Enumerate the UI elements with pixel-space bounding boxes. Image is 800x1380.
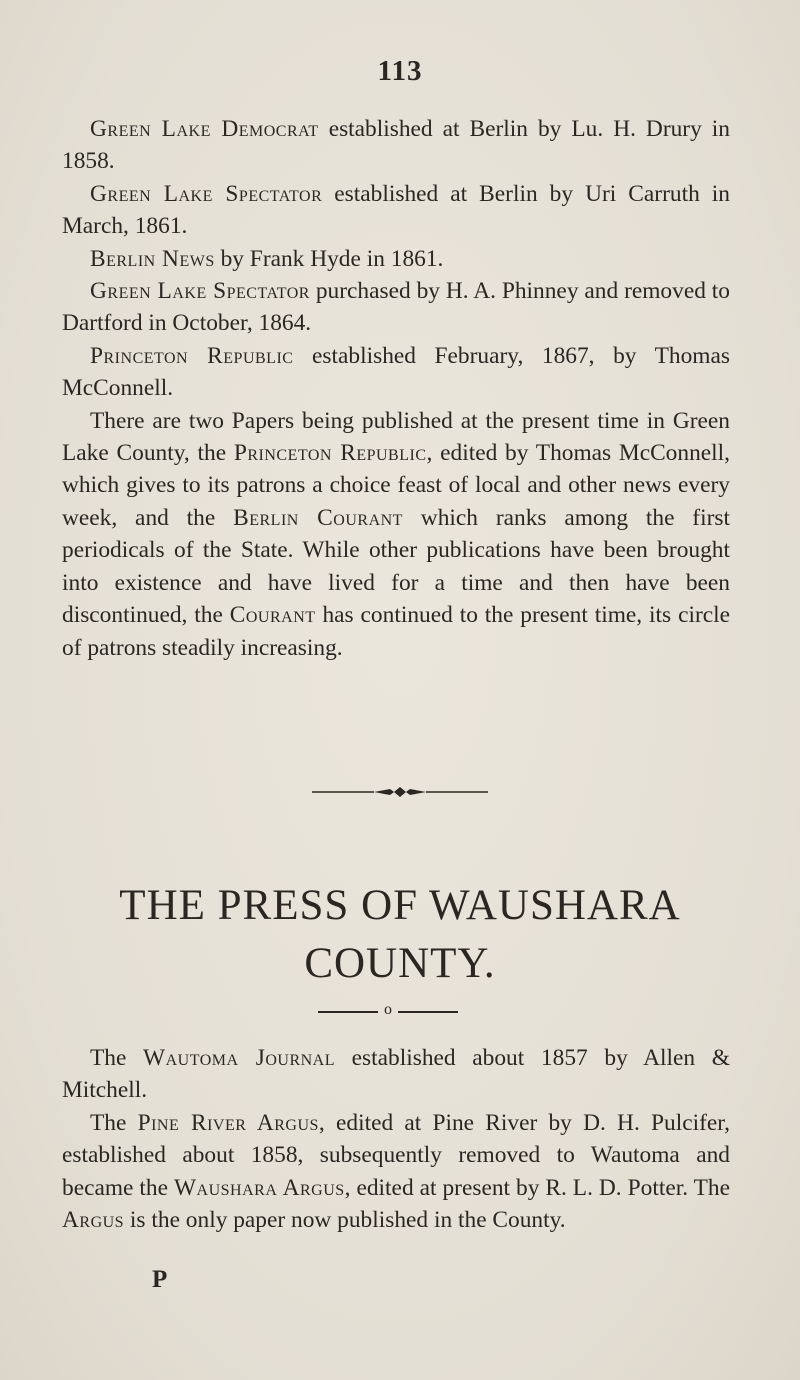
paragraph-text: , edited at Pine River by D. H. Pulcifer, established about 1858, subsequently removed to Wautoma and became the (62, 1109, 730, 1201)
paragraph-text: , edited by Thomas McConnell, which gives to its patrons a choice feast of local and other news every week, and the (62, 440, 730, 531)
paragraph-text: purchased by H. A. Phinney and removed to Dartford in October, 1864. (62, 278, 730, 337)
paper-name: Berlin Courant (233, 504, 403, 531)
paper-name: Princeton Republic (233, 440, 427, 467)
small-divider (318, 1000, 458, 1020)
paragraph-berlin-news (62, 243, 730, 275)
paragraph-text: The (90, 1109, 138, 1136)
paper-name: Berlin News (90, 245, 215, 272)
paragraph-green-lake-spectator-established (62, 178, 730, 243)
paragraph-wautoma-journal (62, 1042, 730, 1107)
paper-name: Pine River Argus (137, 1109, 319, 1136)
paragraph-text: established about 1857 by Allen & Mitchell. (62, 1045, 730, 1104)
ornamental-rule (312, 782, 488, 802)
paper-name: Argus (62, 1207, 125, 1234)
paper-name: Princeton Republic (90, 342, 294, 369)
paragraph-green-lake-spectator-purchased (62, 275, 730, 340)
divider-mark: o (384, 1001, 392, 1018)
signature-mark: P (152, 1266, 168, 1293)
paragraph-princeton-republic (62, 340, 730, 405)
paper-name: Green Lake Spectator (90, 278, 310, 305)
paper-name: Wautoma Journal (143, 1045, 335, 1071)
paragraph-pine-river-argus (62, 1107, 730, 1237)
paper-name: Green Lake Democrat (90, 116, 319, 142)
green-lake-press-section (62, 113, 730, 664)
divider-line (398, 1011, 458, 1013)
paragraph-text: established at Berlin by Lu. H. Drury in 1858. (62, 116, 730, 175)
page-number: 113 (377, 55, 423, 87)
waushara-press-section (62, 1042, 730, 1236)
paragraph-text: established at Berlin by Uri Carruth in March, 1861. (62, 180, 730, 240)
heading-line: COUNTY. (304, 940, 496, 987)
paragraph-green-lake-democrat (62, 113, 730, 178)
paragraph-text: which ranks among the first periodicals of the State. While other publications have been brought into existence and have lived for a time and then have been discontinued, the (62, 504, 730, 629)
paragraph-text: There are two Papers being published at the present time in Green Lake County, the (62, 407, 730, 467)
divider-line (318, 1011, 378, 1013)
paper-name: Waushara Argus (173, 1174, 345, 1201)
paragraph-text: by Frank Hyde in 1861. (214, 245, 444, 272)
paragraph-text: is the only paper now published in the County. (124, 1207, 566, 1234)
paragraph-text: established February, 1867, by Thomas McConnell. (62, 342, 730, 402)
paragraph-text: has continued to the present time, its circle of patrons steadily increasing. (62, 602, 731, 661)
heading-line: THE PRESS OF WAUSHARA (119, 882, 681, 929)
paper-name: Green Lake Spectator (90, 180, 323, 207)
paragraph-current-papers (62, 405, 730, 664)
paper-name: Courant (229, 602, 316, 629)
section-heading (0, 877, 800, 993)
paragraph-text: The (90, 1045, 144, 1071)
paragraph-text: , edited at present by R. L. D. Potter. The (344, 1174, 730, 1201)
